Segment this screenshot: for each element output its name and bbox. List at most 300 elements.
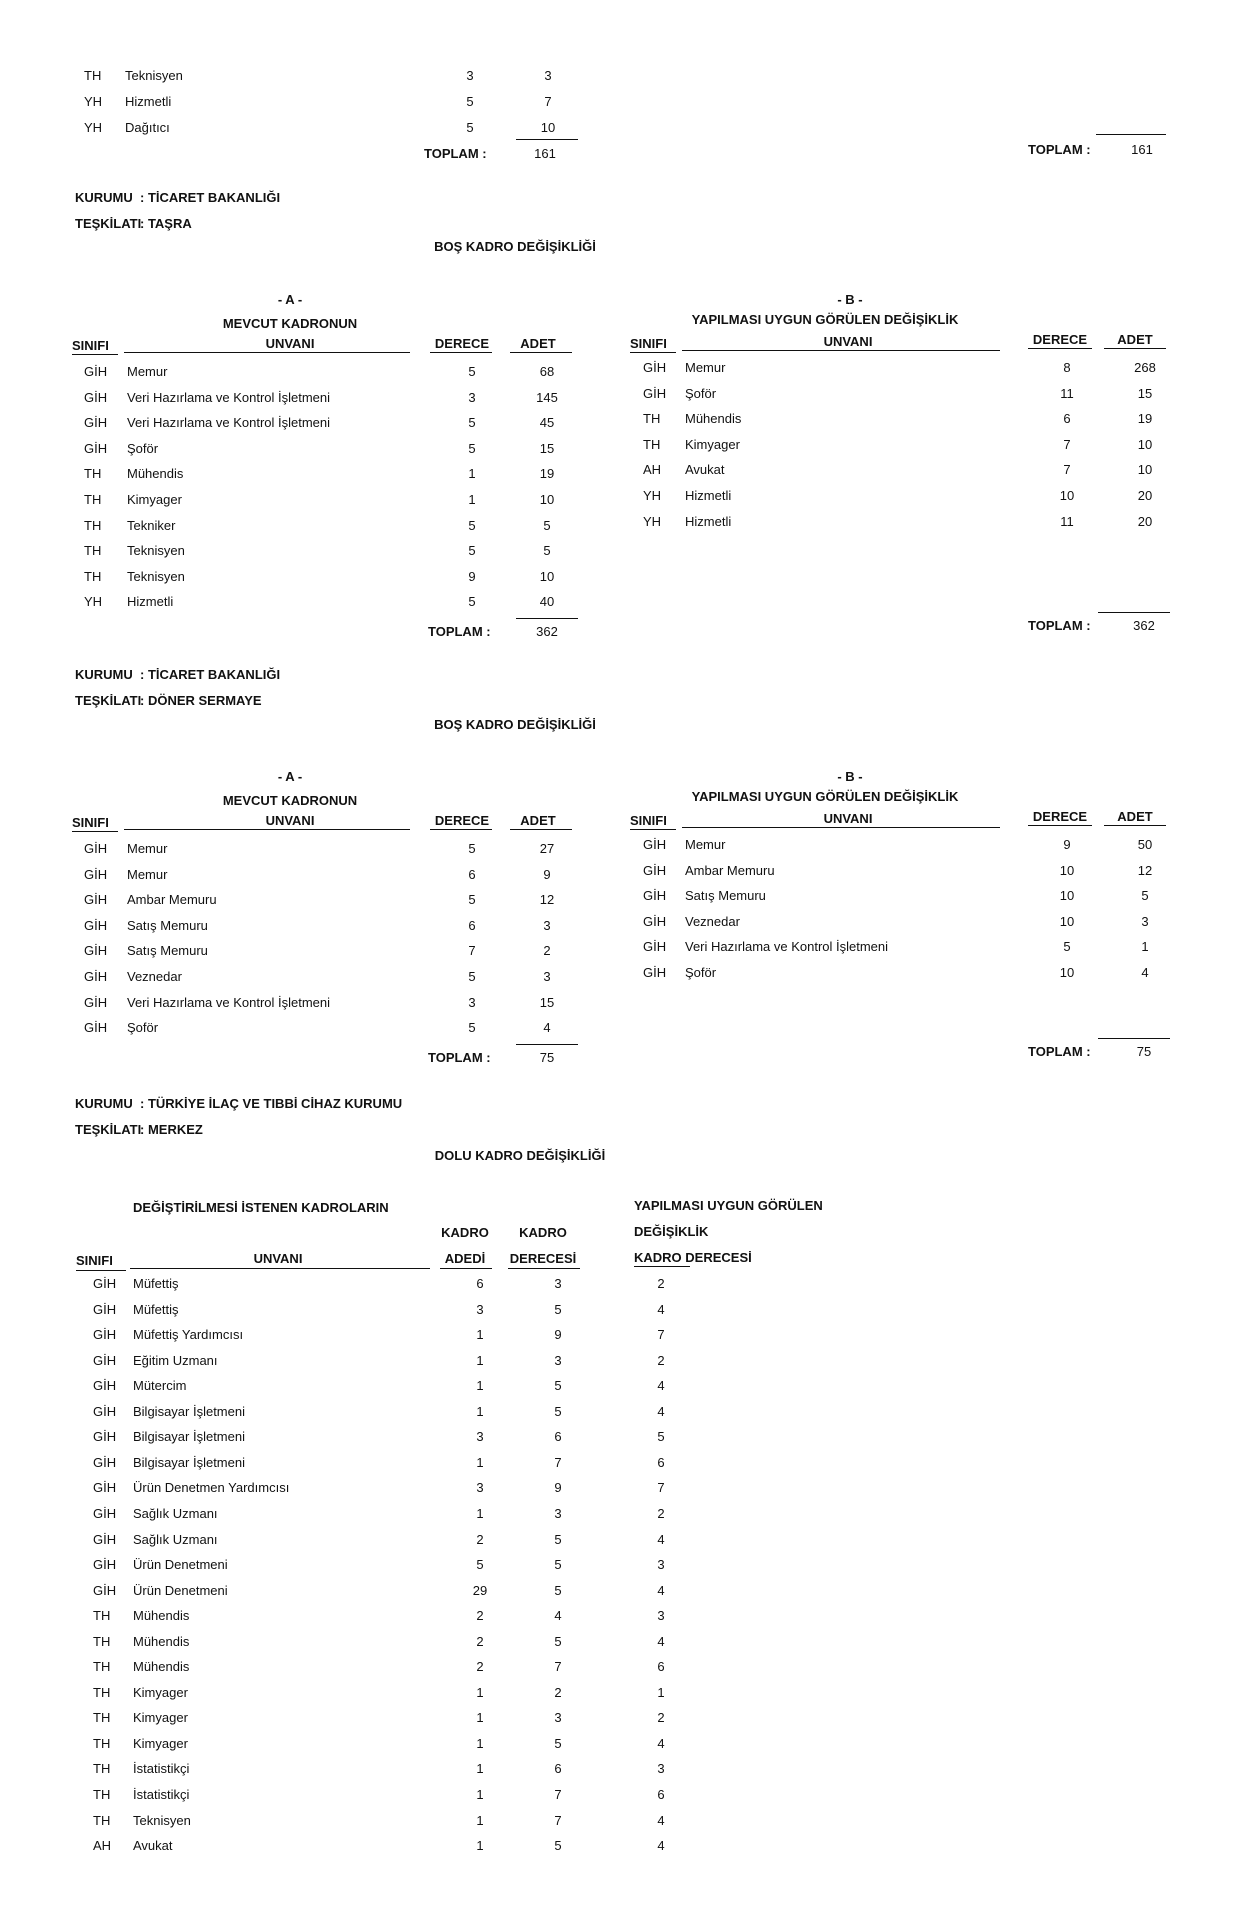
row-sinif: TH [93, 1736, 111, 1751]
a-row-sinif: GİH [84, 415, 108, 430]
b-row-adet: 19 [1137, 411, 1153, 426]
row-kadro-adedi: 1 [476, 1404, 484, 1419]
row-unvan: Hizmetli [125, 94, 172, 109]
a-row-sinif: GİH [84, 841, 108, 856]
row-kadro-derecesi: 7 [554, 1787, 562, 1802]
b-row-unvan: Hizmetli [685, 488, 732, 503]
a-row-sinif: GİH [84, 892, 108, 907]
row-yeni-derece: 2 [657, 1710, 665, 1725]
a-row-derece: 5 [468, 441, 476, 456]
header-derecesi: DERECESİ [509, 1251, 577, 1266]
a-header-rule-adet [510, 352, 572, 353]
row-unvan: Kimyager [133, 1736, 188, 1751]
b-row-adet: 12 [1137, 863, 1153, 878]
a-row-sinif: GİH [84, 867, 108, 882]
a-mark: - A - [277, 292, 303, 307]
b-header-rule-derece [1028, 825, 1092, 826]
a-row-unvan: Memur [127, 841, 168, 856]
header-unvan: UNVANI [253, 1251, 303, 1266]
row-sinif: AH [93, 1838, 112, 1853]
b-row-sinif: GİH [643, 939, 667, 954]
b-row-adet: 20 [1137, 488, 1153, 503]
b-row-adet: 15 [1137, 386, 1153, 401]
a-row-derece: 5 [468, 543, 476, 558]
row-kadro-adedi: 3 [476, 1302, 484, 1317]
a-row-derece: 5 [468, 1020, 476, 1035]
a-row-sinif: TH [84, 518, 102, 533]
row-yeni-derece: 6 [657, 1787, 665, 1802]
a-row-unvan: Veznedar [127, 969, 182, 984]
a-row-unvan: Kimyager [127, 492, 182, 507]
b-row-derece: 5 [1063, 939, 1071, 954]
row-kadro-adedi: 1 [476, 1506, 484, 1521]
a-total-rule [516, 1044, 578, 1045]
a-header-unvan: UNVANI [265, 336, 315, 351]
a-header-rule-sinif [72, 831, 118, 832]
b-toplam-value: 362 [1133, 618, 1155, 633]
toplam-label-a: TOPLAM : [424, 146, 487, 161]
a-row-sinif: TH [84, 466, 102, 481]
a-row-sinif: TH [84, 569, 102, 584]
a-header-derece: DERECE [434, 813, 490, 828]
row-yeni-derece: 4 [657, 1813, 665, 1828]
a-row-derece: 5 [468, 841, 476, 856]
a-row-unvan: Veri Hazırlama ve Kontrol İşletmeni [127, 995, 331, 1010]
row-sinif: TH [93, 1813, 111, 1828]
row-unvan: Eğitim Uzmanı [133, 1353, 218, 1368]
b-row-sinif: TH [643, 437, 661, 452]
row-kadro-derecesi: 5 [554, 1378, 562, 1393]
a-header-sinif: SINIFI [72, 338, 109, 353]
b-row-unvan: Veznedar [685, 914, 740, 929]
row-yeni-derece: 5 [657, 1429, 665, 1444]
toplam-value-b: 161 [1131, 142, 1153, 157]
b-row-sinif: GİH [643, 965, 667, 980]
row-sinif: TH [93, 1787, 111, 1802]
row-sinif: GİH [93, 1353, 117, 1368]
row-derece: 5 [466, 120, 474, 135]
b-row-sinif: GİH [643, 386, 667, 401]
kurumu-value: : TÜRKİYE İLAÇ VE TIBBİ CİHAZ KURUMU [140, 1096, 403, 1111]
b-mark: - B - [837, 292, 863, 307]
row-unvan: Bilgisayar İşletmeni [133, 1404, 245, 1419]
kurumu-label: KURUMU [75, 667, 133, 682]
row-derece: 3 [466, 68, 474, 83]
a-row-sinif: TH [84, 543, 102, 558]
a-header-rule-derece [430, 829, 492, 830]
row-kadro-derecesi: 4 [554, 1608, 562, 1623]
a-row-sinif: GİH [84, 969, 108, 984]
row-unvan: Ürün Denetmeni [133, 1583, 228, 1598]
b-row-sinif: GİH [643, 360, 667, 375]
b-row-derece: 11 [1060, 514, 1074, 529]
row-sinif: TH [93, 1659, 111, 1674]
a-row-unvan: Mühendis [127, 466, 184, 481]
row-unvan: Müfettiş [133, 1276, 179, 1291]
a-title: MEVCUT KADRONUN [222, 793, 358, 808]
row-yeni-derece: 4 [657, 1838, 665, 1853]
row-yeni-derece: 6 [657, 1659, 665, 1674]
row-yeni-derece: 4 [657, 1583, 665, 1598]
row-kadro-derecesi: 6 [554, 1429, 562, 1444]
row-unvan: Ürün Denetmen Yardımcısı [133, 1480, 290, 1495]
header-kadro-adedi-top: KADRO [441, 1225, 489, 1240]
b-row-derece: 9 [1063, 837, 1071, 852]
b-row-derece: 7 [1063, 437, 1071, 452]
b-header-rule-adet [1104, 825, 1166, 826]
a-row-adet: 15 [539, 441, 555, 456]
b-row-unvan: Avukat [685, 462, 725, 477]
row-kadro-derecesi: 5 [554, 1557, 562, 1572]
a-row-adet: 3 [543, 918, 551, 933]
row-kadro-derecesi: 2 [554, 1685, 562, 1700]
a-row-unvan: Şoför [127, 441, 159, 456]
row-sinif: GİH [93, 1327, 117, 1342]
b-header-derece: DERECE [1032, 809, 1088, 824]
row-yeni-derece: 4 [657, 1634, 665, 1649]
a-header-derece: DERECE [434, 336, 490, 351]
a-header-rule-adet [510, 829, 572, 830]
row-kadro-derecesi: 3 [554, 1353, 562, 1368]
row-unvan: Sağlık Uzmanı [133, 1532, 218, 1547]
b-header-derece: DERECE [1032, 332, 1088, 347]
row-kadro-adedi: 1 [476, 1353, 484, 1368]
row-kadro-adedi: 6 [476, 1276, 484, 1291]
row-unvan: Avukat [133, 1838, 173, 1853]
row-kadro-derecesi: 5 [554, 1583, 562, 1598]
b-header-adet: ADET [1117, 809, 1153, 824]
row-kadro-derecesi: 5 [554, 1736, 562, 1751]
a-row-adet: 5 [543, 543, 551, 558]
a-header-rule-unvan [124, 352, 410, 353]
row-kadro-adedi: 3 [476, 1480, 484, 1495]
b-row-sinif: YH [643, 488, 662, 503]
toplam-value-a: 161 [534, 146, 556, 161]
a-row-derece: 6 [468, 918, 476, 933]
row-kadro-adedi: 1 [476, 1736, 484, 1751]
b-toplam-label: TOPLAM : [1028, 1044, 1091, 1059]
b-row-adet: 10 [1137, 437, 1153, 452]
row-unvan: Kimyager [133, 1710, 188, 1725]
b-row-adet: 10 [1137, 462, 1153, 477]
row-yeni-derece: 2 [657, 1506, 665, 1521]
a-header-unvan: UNVANI [265, 813, 315, 828]
kurumu-label: KURUMU [75, 190, 133, 205]
a-row-unvan: Veri Hazırlama ve Kontrol İşletmeni [127, 415, 331, 430]
header-kadro-derecesi-top: KADRO [519, 1225, 567, 1240]
toplam-label-b: TOPLAM : [1028, 142, 1091, 157]
kurumu-label: KURUMU [75, 1096, 133, 1111]
row-kadro-derecesi: 9 [554, 1480, 562, 1495]
b-row-sinif: YH [643, 514, 662, 529]
row-sinif: TH [93, 1685, 111, 1700]
a-toplam-label: TOPLAM : [428, 624, 491, 639]
a-header-adet: ADET [520, 336, 556, 351]
teskilati-label: TEŞKİLATI [75, 693, 142, 708]
a-row-adet: 12 [539, 892, 555, 907]
header-sinif: SINIFI [76, 1253, 113, 1268]
b-row-adet: 1 [1141, 939, 1149, 954]
row-sinif: GİH [93, 1506, 117, 1521]
row-adet: 3 [544, 68, 552, 83]
a-row-adet: 10 [539, 492, 555, 507]
row-unvan: Müfettiş Yardımcısı [133, 1327, 244, 1342]
row-yeni-derece: 7 [657, 1327, 665, 1342]
row-yeni-derece: 2 [657, 1276, 665, 1291]
b-toplam-value: 75 [1136, 1044, 1152, 1059]
a-row-derece: 5 [468, 594, 476, 609]
a-header-rule-sinif [72, 354, 118, 355]
a-row-derece: 5 [468, 969, 476, 984]
a-row-adet: 10 [539, 569, 555, 584]
row-kadro-derecesi: 9 [554, 1327, 562, 1342]
row-kadro-derecesi: 3 [554, 1506, 562, 1521]
b-row-adet: 50 [1137, 837, 1153, 852]
row-unvan: Sağlık Uzmanı [133, 1506, 218, 1521]
b-title: YAPILMASI UYGUN GÖRÜLEN DEĞİŞİKLİK [691, 789, 959, 804]
b-title: YAPILMASI UYGUN GÖRÜLEN DEĞİŞİKLİK [691, 312, 959, 327]
a-row-adet: 15 [539, 995, 555, 1010]
b-header-sinif: SINIFI [630, 813, 667, 828]
row-yeni-derece: 7 [657, 1480, 665, 1495]
b-row-derece: 11 [1060, 386, 1074, 401]
row-unvan: Mühendis [133, 1659, 190, 1674]
row-sinif: TH [84, 68, 102, 83]
b-row-unvan: Hizmetli [685, 514, 732, 529]
row-unvan: Mühendis [133, 1634, 190, 1649]
a-row-sinif: TH [84, 492, 102, 507]
row-kadro-derecesi: 7 [554, 1455, 562, 1470]
a-row-sinif: GİH [84, 918, 108, 933]
row-sinif: GİH [93, 1404, 117, 1419]
a-row-unvan: Tekniker [127, 518, 176, 533]
a-toplam-value: 362 [536, 624, 558, 639]
left-title: DEĞİŞTİRİLMESİ İSTENEN KADROLARIN [133, 1200, 389, 1215]
b-header-rule-unvan [682, 350, 1000, 351]
a-row-sinif: YH [84, 594, 103, 609]
row-kadro-adedi: 5 [476, 1557, 484, 1572]
a-row-adet: 5 [543, 518, 551, 533]
b-row-derece: 8 [1063, 360, 1071, 375]
row-yeni-derece: 4 [657, 1302, 665, 1317]
section-title: BOŞ KADRO DEĞİŞİKLİĞİ [434, 239, 596, 254]
row-sinif: YH [84, 120, 103, 135]
row-yeni-derece: 4 [657, 1378, 665, 1393]
row-kadro-adedi: 1 [476, 1378, 484, 1393]
row-derece: 5 [466, 94, 474, 109]
a-row-sinif: GİH [84, 1020, 108, 1035]
a-row-sinif: GİH [84, 995, 108, 1010]
row-kadro-adedi: 29 [472, 1583, 488, 1598]
row-yeni-derece: 2 [657, 1353, 665, 1368]
b-row-sinif: TH [643, 411, 661, 426]
row-sinif: GİH [93, 1378, 117, 1393]
a-row-derece: 3 [468, 390, 476, 405]
a-row-derece: 1 [468, 466, 476, 481]
a-row-derece: 1 [468, 492, 476, 507]
row-unvan: Bilgisayar İşletmeni [133, 1455, 245, 1470]
b-row-derece: 10 [1059, 863, 1075, 878]
teskilati-value: : MERKEZ [140, 1122, 203, 1137]
b-row-unvan: Veri Hazırlama ve Kontrol İşletmeni [685, 939, 889, 954]
row-yeni-derece: 1 [657, 1685, 665, 1700]
section-title: BOŞ KADRO DEĞİŞİKLİĞİ [434, 717, 596, 732]
row-kadro-derecesi: 5 [554, 1532, 562, 1547]
right-title-1: YAPILMASI UYGUN GÖRÜLEN [634, 1198, 823, 1213]
row-kadro-derecesi: 7 [554, 1659, 562, 1674]
b-row-unvan: Memur [685, 360, 726, 375]
a-row-derece: 6 [468, 867, 476, 882]
a-row-derece: 7 [468, 943, 476, 958]
a-row-derece: 9 [468, 569, 476, 584]
teskilati-label: TEŞKİLATI [75, 1122, 142, 1137]
b-toplam-label: TOPLAM : [1028, 618, 1091, 633]
row-kadro-derecesi: 5 [554, 1634, 562, 1649]
a-toplam-value: 75 [539, 1050, 555, 1065]
row-sinif: GİH [93, 1429, 117, 1444]
row-unvan: Bilgisayar İşletmeni [133, 1429, 245, 1444]
a-row-adet: 45 [539, 415, 555, 430]
b-row-adet: 4 [1141, 965, 1149, 980]
row-kadro-adedi: 1 [476, 1710, 484, 1725]
row-sinif: GİH [93, 1302, 117, 1317]
b-header-rule-adet [1104, 348, 1166, 349]
a-row-sinif: GİH [84, 390, 108, 405]
section-title: DOLU KADRO DEĞİŞİKLİĞİ [434, 1148, 606, 1163]
row-kadro-derecesi: 5 [554, 1838, 562, 1853]
row-unvan: Teknisyen [133, 1813, 191, 1828]
row-sinif: GİH [93, 1557, 117, 1572]
total-rule-a [516, 139, 578, 140]
row-unvan: Kimyager [133, 1685, 188, 1700]
row-sinif: TH [93, 1710, 111, 1725]
b-row-unvan: Mühendis [685, 411, 742, 426]
row-kadro-derecesi: 5 [554, 1404, 562, 1419]
b-row-adet: 5 [1141, 888, 1149, 903]
teskilati-value: : TAŞRA [140, 216, 192, 231]
row-kadro-adedi: 1 [476, 1455, 484, 1470]
b-header-rule-sinif [630, 352, 676, 353]
row-kadro-adedi: 1 [476, 1787, 484, 1802]
a-mark: - A - [277, 769, 303, 784]
a-row-sinif: GİH [84, 441, 108, 456]
row-kadro-adedi: 2 [476, 1532, 484, 1547]
a-row-derece: 5 [468, 518, 476, 533]
header-rule-unvan [130, 1268, 430, 1269]
a-row-unvan: Teknisyen [127, 543, 185, 558]
a-row-unvan: Memur [127, 364, 168, 379]
row-unvan: İstatistikçi [133, 1787, 190, 1802]
b-mark: - B - [837, 769, 863, 784]
row-kadro-adedi: 2 [476, 1634, 484, 1649]
row-sinif: TH [93, 1634, 111, 1649]
b-row-adet: 3 [1141, 914, 1149, 929]
row-unvan: Müfettiş [133, 1302, 179, 1317]
b-row-sinif: GİH [643, 863, 667, 878]
row-yeni-derece: 3 [657, 1557, 665, 1572]
row-yeni-derece: 3 [657, 1761, 665, 1776]
a-row-adet: 145 [536, 390, 558, 405]
row-sinif: GİH [93, 1583, 117, 1598]
row-yeni-derece: 4 [657, 1532, 665, 1547]
row-sinif: YH [84, 94, 103, 109]
a-row-adet: 19 [539, 466, 555, 481]
row-unvan: Teknisyen [125, 68, 183, 83]
row-kadro-derecesi: 5 [554, 1302, 562, 1317]
b-header-unvan: UNVANI [823, 811, 873, 826]
header-rule-derecesi [508, 1268, 580, 1269]
a-row-adet: 2 [543, 943, 551, 958]
row-kadro-adedi: 1 [476, 1838, 484, 1853]
row-kadro-derecesi: 3 [554, 1710, 562, 1725]
a-header-adet: ADET [520, 813, 556, 828]
b-row-sinif: GİH [643, 914, 667, 929]
b-row-unvan: Kimyager [685, 437, 740, 452]
row-kadro-derecesi: 6 [554, 1761, 562, 1776]
row-yeni-derece: 4 [657, 1736, 665, 1751]
b-row-derece: 10 [1059, 965, 1075, 980]
a-row-derece: 3 [468, 995, 476, 1010]
b-row-unvan: Memur [685, 837, 726, 852]
row-sinif: TH [93, 1761, 111, 1776]
a-row-derece: 5 [468, 892, 476, 907]
b-row-derece: 10 [1059, 888, 1075, 903]
a-title: MEVCUT KADRONUN [222, 316, 358, 331]
b-row-sinif: GİH [643, 888, 667, 903]
kurumu-value: : TİCARET BAKANLIĞI [140, 190, 281, 205]
row-kadro-derecesi: 7 [554, 1813, 562, 1828]
row-kadro-adedi: 2 [476, 1608, 484, 1623]
row-sinif: GİH [93, 1480, 117, 1495]
a-row-derece: 5 [468, 415, 476, 430]
a-row-sinif: GİH [84, 943, 108, 958]
b-header-rule-derece [1028, 348, 1092, 349]
row-kadro-adedi: 1 [476, 1327, 484, 1342]
a-row-unvan: Memur [127, 867, 168, 882]
row-kadro-derecesi: 3 [554, 1276, 562, 1291]
b-row-derece: 6 [1063, 411, 1071, 426]
teskilati-label: TEŞKİLATI [75, 216, 142, 231]
b-row-adet: 268 [1134, 360, 1156, 375]
row-sinif: GİH [93, 1276, 117, 1291]
row-unvan: Mütercim [133, 1378, 187, 1393]
right-title-3: KADRO DERECESİ [634, 1250, 752, 1265]
total-rule-b [1096, 134, 1166, 135]
a-row-unvan: Hizmetli [127, 594, 174, 609]
a-row-adet: 9 [543, 867, 551, 882]
b-header-rule-unvan [682, 827, 1000, 828]
row-adet: 10 [540, 120, 556, 135]
a-toplam-label: TOPLAM : [428, 1050, 491, 1065]
row-unvan: Ürün Denetmeni [133, 1557, 228, 1572]
a-row-unvan: Satış Memuru [127, 918, 208, 933]
row-kadro-adedi: 2 [476, 1659, 484, 1674]
row-unvan: Dağıtıcı [125, 120, 170, 135]
a-header-sinif: SINIFI [72, 815, 109, 830]
b-row-derece: 10 [1059, 488, 1075, 503]
a-row-adet: 3 [543, 969, 551, 984]
a-total-rule [516, 618, 578, 619]
right-title-2: DEĞİŞİKLİK [634, 1224, 709, 1239]
row-unvan: Mühendis [133, 1608, 190, 1623]
row-kadro-adedi: 1 [476, 1761, 484, 1776]
row-sinif: GİH [93, 1532, 117, 1547]
b-header-adet: ADET [1117, 332, 1153, 347]
b-row-unvan: Satış Memuru [685, 888, 766, 903]
right-header-rule [634, 1266, 690, 1267]
header-rule-sinif [76, 1270, 126, 1271]
a-header-rule-unvan [124, 829, 410, 830]
